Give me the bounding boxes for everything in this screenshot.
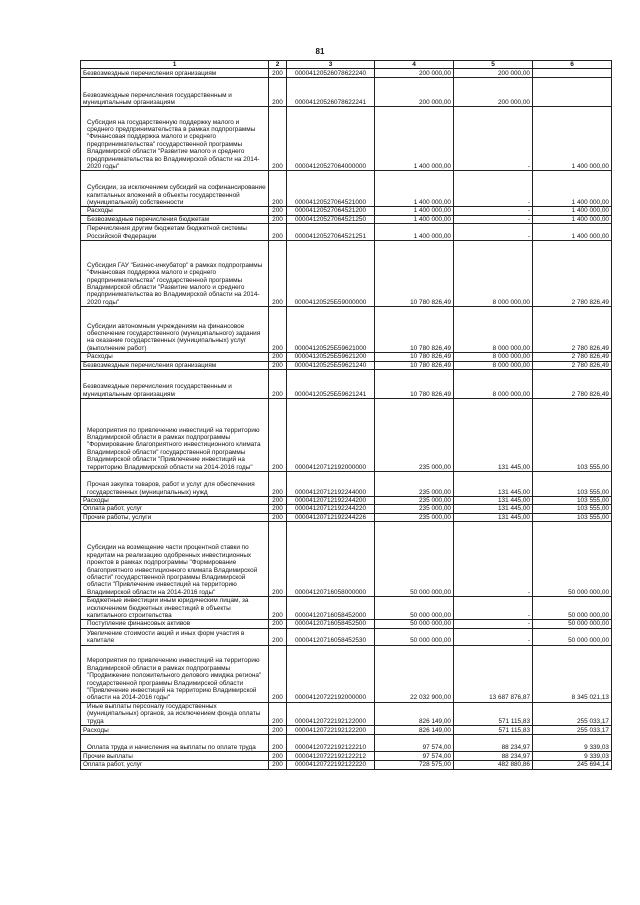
row-executed-amount: 88 234,97 xyxy=(454,735,533,752)
row-unexecuted-amount: 50 000 000,00 xyxy=(533,597,612,620)
table-row xyxy=(81,513,612,521)
row-unexecuted-amount: 103 555,00 xyxy=(533,399,612,472)
row-admin-code: 200 xyxy=(269,69,287,78)
row-name: Безвозмездные перечисления бюджетам xyxy=(81,215,269,223)
table-row xyxy=(81,726,612,735)
row-name: Мероприятия по привлечению инвестиций на территорию Владимирской области в рамках подпрограммы "Формирование благоприятного инвестиционного климата Владимирской области" государственной программы Владимирской области "Привлечение инвестиций на территорию Владимирской области на 2014-2016 годы" xyxy=(81,399,269,472)
column-header: 3 xyxy=(287,61,375,69)
row-approved-amount: 50 000 000,00 xyxy=(375,628,454,645)
row-name: Безвозмездные перечисления организациям xyxy=(81,361,269,369)
row-admin-code: 200 xyxy=(269,215,287,223)
row-executed-amount: 131 445,00 xyxy=(454,497,533,505)
table-row xyxy=(81,735,612,752)
row-admin-code: 200 xyxy=(269,752,287,761)
row-executed-amount: - xyxy=(454,522,533,597)
row-admin-code: 200 xyxy=(269,597,287,620)
row-unexecuted-amount: 103 555,00 xyxy=(533,505,612,513)
row-admin-code: 200 xyxy=(269,522,287,597)
table-row xyxy=(81,307,612,353)
table-row xyxy=(81,645,612,702)
row-budget-code: 00004120527064521250 xyxy=(287,215,375,223)
row-name: Прочие работы, услуги xyxy=(81,513,269,521)
row-budget-code: 00004120525Б59621000 xyxy=(287,307,375,353)
row-name: Перечисления другим бюджетам бюджетной системы Российской Федерации xyxy=(81,224,269,241)
row-admin-code: 200 xyxy=(269,361,287,369)
table-row xyxy=(81,78,612,107)
row-budget-code: 00004120527064521200 xyxy=(287,207,375,215)
row-budget-code: 00004120712192244220 xyxy=(287,505,375,513)
row-admin-code: 200 xyxy=(269,78,287,107)
table-row xyxy=(81,620,612,628)
row-executed-amount: 88 234,97 xyxy=(454,752,533,761)
row-budget-code: 00004120712192000000 xyxy=(287,399,375,472)
row-approved-amount: 200 000,00 xyxy=(375,78,454,107)
table-row xyxy=(81,171,612,207)
row-name: Расходы xyxy=(81,497,269,505)
row-executed-amount: 131 445,00 xyxy=(454,513,533,521)
row-approved-amount: 1 400 000,00 xyxy=(375,107,454,171)
row-budget-code: 00004120716058452530 xyxy=(287,628,375,645)
table-row xyxy=(81,505,612,513)
row-approved-amount: 22 032 900,00 xyxy=(375,645,454,702)
row-unexecuted-amount: 2 780 826,49 xyxy=(533,353,612,361)
row-unexecuted-amount: 1 400 000,00 xyxy=(533,171,612,207)
row-executed-amount: 131 445,00 xyxy=(454,399,533,472)
row-name: Безвозмездные перечисления государственным и муниципальным организациям xyxy=(81,370,269,399)
row-executed-amount: 8 000 000,00 xyxy=(454,307,533,353)
row-approved-amount: 1 400 000,00 xyxy=(375,207,454,215)
row-approved-amount: 1 400 000,00 xyxy=(375,215,454,223)
row-approved-amount: 50 000 000,00 xyxy=(375,597,454,620)
row-unexecuted-amount: 9 339,03 xyxy=(533,752,612,761)
table-row xyxy=(81,353,612,361)
row-budget-code: 00004120525Б59000000 xyxy=(287,241,375,307)
row-admin-code: 200 xyxy=(269,628,287,645)
row-unexecuted-amount: 1 400 000,00 xyxy=(533,224,612,241)
row-admin-code: 200 xyxy=(269,472,287,497)
row-name: Прочие выплаты xyxy=(81,752,269,761)
page-number: 81 xyxy=(315,47,325,56)
row-unexecuted-amount xyxy=(533,78,612,107)
row-budget-code: 00004120525Б59621241 xyxy=(287,370,375,399)
row-approved-amount: 826 149,00 xyxy=(375,702,454,725)
row-budget-code: 00004120722192122212 xyxy=(287,752,375,761)
row-approved-amount: 1 400 000,00 xyxy=(375,171,454,207)
row-name: Расходы xyxy=(81,353,269,361)
row-executed-amount: 8 000 000,00 xyxy=(454,241,533,307)
table-row xyxy=(81,207,612,215)
row-budget-code: 00004120722192122000 xyxy=(287,702,375,725)
column-header: 5 xyxy=(454,61,533,69)
row-budget-code: 00004120525Б59621240 xyxy=(287,361,375,369)
row-approved-amount: 235 000,00 xyxy=(375,505,454,513)
table-row xyxy=(81,215,612,223)
row-admin-code: 200 xyxy=(269,207,287,215)
row-approved-amount: 826 149,00 xyxy=(375,726,454,735)
row-name: Субсидии на возмещение части процентной ставки по кредитам на реализацию одобренных инвестиционных проектов в рамках подпрограммы "Формирование благоприятного инвестиционного климата Владимирской области" государственной программы Владимирской области "Привлечение инвестиций на территорию Владимирской области на 2014-2016 годы" xyxy=(81,522,269,597)
row-executed-amount: - xyxy=(454,171,533,207)
row-approved-amount: 50 000 000,00 xyxy=(375,620,454,628)
row-approved-amount: 10 780 826,49 xyxy=(375,307,454,353)
row-approved-amount: 10 780 826,49 xyxy=(375,241,454,307)
table-row xyxy=(81,702,612,725)
row-approved-amount: 97 574,00 xyxy=(375,752,454,761)
row-budget-code: 00004120527064000000 xyxy=(287,107,375,171)
row-name: Безвозмездные перечисления государственным и муниципальным организациям xyxy=(81,78,269,107)
row-executed-amount: - xyxy=(454,207,533,215)
row-admin-code: 200 xyxy=(269,497,287,505)
row-unexecuted-amount: 103 555,00 xyxy=(533,497,612,505)
row-approved-amount: 235 000,00 xyxy=(375,399,454,472)
row-unexecuted-amount: 103 555,00 xyxy=(533,472,612,497)
row-approved-amount: 200 000,00 xyxy=(375,69,454,78)
row-name: Субсидии автономным учреждениям на финансовое обеспечение государственного (муниципального) задания на оказание государственных (муниципальных) услуг (выполнение работ) xyxy=(81,307,269,353)
row-budget-code: 00004120712192244000 xyxy=(287,472,375,497)
row-name: Оплата работ, услуг xyxy=(81,761,269,769)
row-name: Субсидии, за исключением субсидий на софинансирование капитальных вложений в объекты государственной (муниципальной) собственности xyxy=(81,171,269,207)
table-row xyxy=(81,597,612,620)
row-admin-code: 200 xyxy=(269,645,287,702)
row-budget-code: 00004120526078622240 xyxy=(287,69,375,78)
row-admin-code: 200 xyxy=(269,505,287,513)
row-admin-code: 200 xyxy=(269,353,287,361)
row-name: Расходы xyxy=(81,726,269,735)
row-admin-code: 200 xyxy=(269,107,287,171)
row-executed-amount: 131 445,00 xyxy=(454,505,533,513)
row-executed-amount: 200 000,00 xyxy=(454,69,533,78)
row-unexecuted-amount: 50 000 000,00 xyxy=(533,628,612,645)
row-name: Прочая закупка товаров, работ и услуг для обеспечения государственных (муниципальных) нужд xyxy=(81,472,269,497)
row-approved-amount: 97 574,00 xyxy=(375,735,454,752)
row-executed-amount: 8 000 000,00 xyxy=(454,370,533,399)
table-row xyxy=(81,761,612,769)
row-admin-code: 200 xyxy=(269,241,287,307)
row-name: Мероприятия по привлечению инвестиций на территорию Владимирской области в рамках подпрограммы "Продвижение положительного делового имиджа региона" государственной программы Владимирской области "Привлечение инвестиций на территорию Владимирской области на 2014-2016 годы" xyxy=(81,645,269,702)
row-unexecuted-amount: 8 345 021,13 xyxy=(533,645,612,702)
row-unexecuted-amount: 9 339,03 xyxy=(533,735,612,752)
row-executed-amount: 571 115,83 xyxy=(454,726,533,735)
row-executed-amount: - xyxy=(454,628,533,645)
row-budget-code: 00004120527064521251 xyxy=(287,224,375,241)
table-row xyxy=(81,107,612,171)
row-budget-code: 00004120525Б59621200 xyxy=(287,353,375,361)
row-admin-code: 200 xyxy=(269,726,287,735)
row-executed-amount: 200 000,00 xyxy=(454,78,533,107)
row-name: Оплата работ, услуг xyxy=(81,505,269,513)
table-row xyxy=(81,399,612,472)
table-row xyxy=(81,628,612,645)
row-budget-code: 00004120716058000000 xyxy=(287,522,375,597)
column-header: 4 xyxy=(375,61,454,69)
row-admin-code: 200 xyxy=(269,224,287,241)
row-name: Субсидия на государственную поддержку малого и среднего предпринимательства в рамках подпрограммы "Финансовая поддержка малого и среднего предпринимательства" государственной программы Владимирской области "Развитие малого и среднего предпринимательства во Владимирской области на 2014-2020 годы" xyxy=(81,107,269,171)
row-approved-amount: 235 000,00 xyxy=(375,497,454,505)
table-row xyxy=(81,69,612,78)
row-executed-amount: - xyxy=(454,224,533,241)
row-admin-code: 200 xyxy=(269,761,287,769)
row-budget-code: 00004120716058452500 xyxy=(287,620,375,628)
row-approved-amount: 1 400 000,00 xyxy=(375,224,454,241)
row-unexecuted-amount: 245 694,14 xyxy=(533,761,612,769)
row-unexecuted-amount xyxy=(533,69,612,78)
row-approved-amount: 10 780 826,49 xyxy=(375,370,454,399)
table-row xyxy=(81,472,612,497)
row-budget-code: 00004120722192122220 xyxy=(287,761,375,769)
row-executed-amount: - xyxy=(454,107,533,171)
row-name: Оплата труда и начисления на выплаты по оплате труда xyxy=(81,735,269,752)
row-executed-amount: - xyxy=(454,620,533,628)
row-admin-code: 200 xyxy=(269,171,287,207)
table-row xyxy=(81,361,612,369)
row-approved-amount: 728 575,00 xyxy=(375,761,454,769)
row-budget-code: 00004120722192122210 xyxy=(287,735,375,752)
table-row xyxy=(81,497,612,505)
row-name: Иные выплаты персоналу государственных (муниципальных) органов, за исключением фонда оплаты труда xyxy=(81,702,269,725)
row-unexecuted-amount: 2 780 826,49 xyxy=(533,361,612,369)
row-executed-amount: 482 880,86 xyxy=(454,761,533,769)
row-approved-amount: 10 780 826,49 xyxy=(375,361,454,369)
row-admin-code: 200 xyxy=(269,702,287,725)
row-approved-amount: 235 000,00 xyxy=(375,472,454,497)
column-header: 6 xyxy=(533,61,612,69)
row-unexecuted-amount: 255 033,17 xyxy=(533,702,612,725)
row-approved-amount: 10 780 826,49 xyxy=(375,353,454,361)
row-admin-code: 200 xyxy=(269,620,287,628)
row-name: Расходы xyxy=(81,207,269,215)
row-unexecuted-amount: 50 000 000,00 xyxy=(533,522,612,597)
row-budget-code: 00004120716058452000 xyxy=(287,597,375,620)
row-admin-code: 200 xyxy=(269,370,287,399)
budget-execution-table xyxy=(80,60,612,770)
row-executed-amount: 8 000 000,00 xyxy=(454,361,533,369)
row-unexecuted-amount: 2 780 826,49 xyxy=(533,370,612,399)
table-row xyxy=(81,752,612,761)
row-unexecuted-amount: 50 000 000,00 xyxy=(533,620,612,628)
row-admin-code: 200 xyxy=(269,735,287,752)
table-row xyxy=(81,522,612,597)
row-budget-code: 00004120526078622241 xyxy=(287,78,375,107)
row-name: Субсидия ГАУ "Бизнес-инкубатор" в рамках подпрограммы "Финансовая поддержка малого и среднего предпринимательства" государственной программы Владимирской области "Развитие малого и среднего предпринимательства во Владимирской области на 2014-2020 годы" xyxy=(81,241,269,307)
row-executed-amount: 131 445,00 xyxy=(454,472,533,497)
row-approved-amount: 50 000 000,00 xyxy=(375,522,454,597)
row-unexecuted-amount: 103 555,00 xyxy=(533,513,612,521)
row-budget-code: 00004120722192000000 xyxy=(287,645,375,702)
row-budget-code: 00004120712192244200 xyxy=(287,497,375,505)
column-header: 2 xyxy=(269,61,287,69)
row-executed-amount: 8 000 000,00 xyxy=(454,353,533,361)
row-budget-code: 00004120722192122200 xyxy=(287,726,375,735)
row-name: Поступление финансовых активов xyxy=(81,620,269,628)
row-admin-code: 200 xyxy=(269,307,287,353)
table-row xyxy=(81,370,612,399)
row-name: Бюджетные инвестиции иным юридическим лицам, за исключением бюджетных инвестиций в объекты капитального строительства xyxy=(81,597,269,620)
row-executed-amount: - xyxy=(454,215,533,223)
row-executed-amount: 571 115,83 xyxy=(454,702,533,725)
row-admin-code: 200 xyxy=(269,513,287,521)
row-approved-amount: 235 000,00 xyxy=(375,513,454,521)
table-header-row xyxy=(81,61,612,69)
row-unexecuted-amount: 1 400 000,00 xyxy=(533,107,612,171)
row-budget-code: 00004120712192244226 xyxy=(287,513,375,521)
row-admin-code: 200 xyxy=(269,399,287,472)
row-unexecuted-amount: 1 400 000,00 xyxy=(533,215,612,223)
row-budget-code: 00004120527064521000 xyxy=(287,171,375,207)
row-executed-amount: 13 687 876,87 xyxy=(454,645,533,702)
row-unexecuted-amount: 2 780 826,49 xyxy=(533,241,612,307)
table-row xyxy=(81,224,612,241)
table-row xyxy=(81,241,612,307)
column-header: 1 xyxy=(81,61,269,69)
row-name: Безвозмездные перечисления организациям xyxy=(81,69,269,78)
row-unexecuted-amount: 2 780 826,49 xyxy=(533,307,612,353)
row-unexecuted-amount: 255 033,17 xyxy=(533,726,612,735)
row-unexecuted-amount: 1 400 000,00 xyxy=(533,207,612,215)
row-name: Увеличение стоимости акций и иных форм участия в капитале xyxy=(81,628,269,645)
row-executed-amount: - xyxy=(454,597,533,620)
